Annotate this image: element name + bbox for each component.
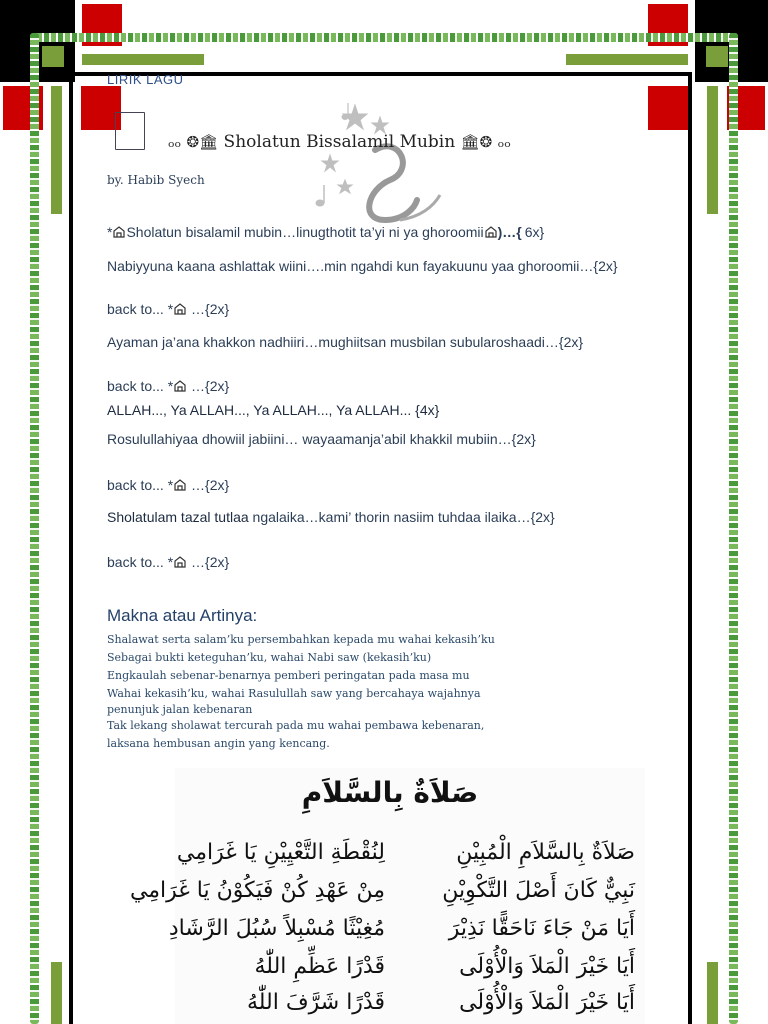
green-bar-right-lower <box>707 962 718 1024</box>
meaning-line: Engkaulah sebenar-benarnya pemberi peringatan pada masa mu <box>107 669 470 682</box>
mosque-icon <box>174 478 186 490</box>
arabic-title: صَلاَةٌ بِالسَّلاَمِ <box>301 776 479 809</box>
vine-border-top <box>30 33 738 42</box>
title-ornament-left-icon: ❂🏛 <box>186 133 219 151</box>
mosque-icon <box>174 379 186 391</box>
arabic-right-line: صَلاَةٌ بِالسَّلاَمِ الْمُبِيْنِ <box>456 840 635 865</box>
mosque-icon <box>113 225 125 237</box>
green-bar-top-left <box>82 54 204 65</box>
meaning-line: Shalawat serta salam’ku persembahkan kepada mu wahai kekasih’ku <box>107 633 495 646</box>
mosque-icon <box>174 555 186 567</box>
lirik-lagu-label: LIRIK LAGU <box>107 72 184 87</box>
vine-border-left <box>30 33 39 1024</box>
lyric-line-4: ALLAH..., Ya ALLAH..., Ya ALLAH..., Ya ALLAH... {4x} <box>107 402 440 418</box>
lyric-line-2: Nabiyyuna kaana ashlattak wiini….min ngahdi kun fayakuunu yaa ghoroomii…{2x} <box>107 258 618 274</box>
back-to-line-2: back to... * …{2x} <box>107 378 230 394</box>
page-title <box>168 132 511 152</box>
arabic-right-line: أَيَا خَيْرَ الْمَلاَ وَالْأُوْلَى <box>459 990 635 1015</box>
meaning-line: Sebagai bukti keteguhan’ku, wahai Nabi saw (kekasih’ku) <box>107 651 432 664</box>
frame-line-left <box>69 72 73 1024</box>
title-text: Sholatun Bissalamil Mubin <box>223 132 456 152</box>
title-deco-left: ₒₒ <box>168 132 182 152</box>
meaning-line: laksana hembusan angin yang kencang. <box>107 737 330 750</box>
document-icon <box>115 112 145 150</box>
arabic-left-line: لِنُقْطَةِ التَّعْيِيْنِ يَا غَرَامِي <box>176 840 385 865</box>
meaning-line: penunjuk jalan kebenaran <box>107 703 253 716</box>
green-square-top-left <box>42 46 64 67</box>
title-deco-right: ₒₒ <box>497 132 511 152</box>
lyric-line-3: Ayaman ja’ana khakkon nadhiiri…mughiitsan musbilan subularoshaadi…{2x} <box>107 334 584 350</box>
arabic-right-line: أَيَا خَيْرَ الْمَلاَ وَالْأُوْلَى <box>459 954 635 979</box>
back-to-line-4: back to... * …{2x} <box>107 554 230 570</box>
meaning-heading: Makna atau Artinya: <box>107 606 258 625</box>
music-notes-decoration <box>305 95 445 235</box>
author-line: by. Habib Syech <box>107 173 205 187</box>
arabic-right-line: أَيَا مَنْ جَاءَ نَاحَقًّا نَذِيْرَ <box>448 916 635 941</box>
meaning-line: Wahai kekasih’ku, wahai Rasulullah saw yang bercahaya wajahnya <box>107 687 481 700</box>
red-square-right <box>648 86 688 130</box>
title-ornament-right-icon: 🏛❂ <box>460 133 493 151</box>
arabic-right-line: نَبِيٌّ كَانَ أَصْلَ التَّكْوِيْنِ <box>442 878 635 903</box>
lyric-line-6: Sholatulam tazal tutlaa ngalaika…kami’ thorin nasiim tuhdaa ilaika…{2x} <box>107 509 555 525</box>
back-to-line-1: back to... * …{2x} <box>107 301 230 317</box>
lyric-line-5: Rosulullahiyaa dhowiil jabiini… wayaamanja’abil khakkil mubiin…{2x} <box>107 431 536 447</box>
frame-line-right <box>688 72 692 1024</box>
mosque-icon <box>174 302 186 314</box>
green-square-top-right <box>706 46 728 67</box>
lyric-line-1: * Sholatun bisalamil mubin…linugthotit ta’yi ni ya ghoroomii )…{ 6x} <box>107 224 545 240</box>
green-bar-left-upper <box>51 86 62 214</box>
green-bar-right-upper <box>707 86 718 214</box>
arabic-left-line: مِنْ عَهْدِ كُنْ فَيَكُوْنُ يَا غَرَامِي <box>129 878 385 903</box>
mosque-icon <box>485 225 497 237</box>
green-bar-top-right <box>566 54 688 65</box>
green-bar-left-lower <box>51 962 62 1024</box>
arabic-left-line: قَدْرًا عَظِّمِ اللّٰهُ <box>254 954 385 979</box>
arabic-left-line: قَدْرًا شَرَّفَ اللّٰهُ <box>246 990 385 1015</box>
vine-border-right <box>729 33 738 1024</box>
arabic-left-line: مُغِيْثًا مُسْبِلاً سُبُلَ الرَّشَادِ <box>168 916 385 941</box>
meaning-line: Tak lekang sholawat tercurah pada mu wahai pembawa kebenaran, <box>107 719 485 732</box>
back-to-line-3: back to... * …{2x} <box>107 477 230 493</box>
